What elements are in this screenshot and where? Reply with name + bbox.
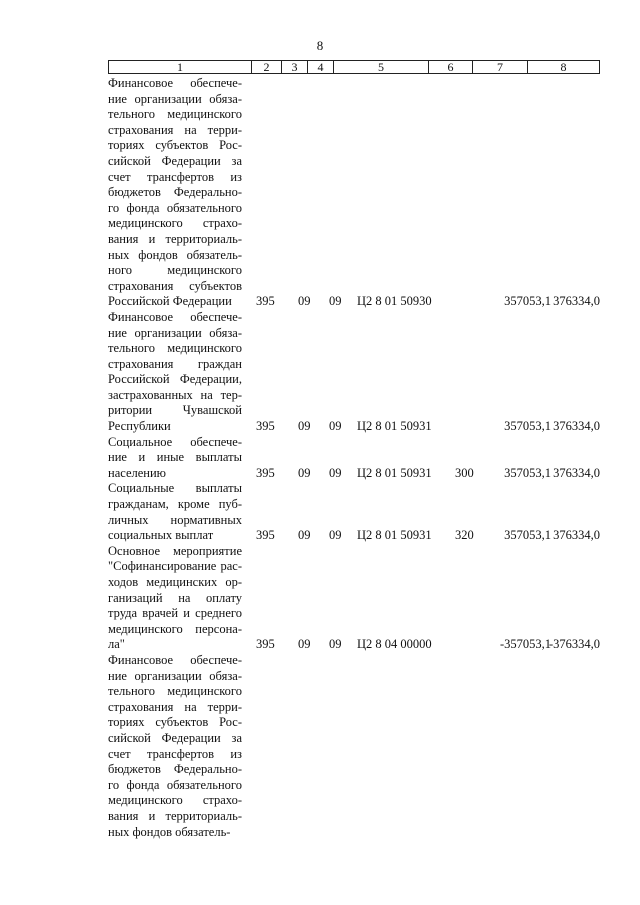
expense-type-cell: 300 — [455, 465, 474, 480]
row-description — [108, 435, 242, 482]
amount-year1-cell: 357053,1 — [504, 465, 551, 480]
description-line: тельного медицинского — [108, 341, 242, 356]
admin-code-cell: 395 — [256, 637, 275, 652]
description-line: тельного медицинского — [108, 107, 242, 122]
description-line: Республики — [108, 419, 171, 434]
description-line: вания и территориаль- — [108, 231, 242, 246]
description-line: Основное мероприятие — [108, 543, 242, 558]
description-line: тельного медицинского — [108, 684, 242, 699]
subsection-cell: 09 — [329, 419, 342, 434]
table-row — [0, 310, 640, 435]
description-line: Финансовое обеспече- — [108, 76, 242, 90]
description-line: ториях субъектов Рос- — [108, 138, 242, 153]
section-cell: 09 — [298, 528, 311, 543]
table-row — [0, 481, 640, 543]
description-line: ного медицинского — [108, 263, 242, 278]
header-col-5: 5 — [334, 61, 429, 73]
description-line: ганизаций на оплату — [108, 590, 242, 605]
header-col-4: 4 — [308, 61, 334, 73]
description-line: социальных выплат — [108, 528, 214, 543]
description-line: сийской Федерации за — [108, 153, 242, 168]
subsection-cell: 09 — [329, 528, 342, 543]
subsection-cell: 09 — [329, 294, 342, 309]
description-line: Российской Федерации — [108, 294, 232, 309]
row-description — [108, 481, 242, 543]
amount-year1-cell: 357053,1 — [504, 294, 551, 309]
subsection-cell: 09 — [329, 465, 342, 480]
description-line: ние организации обяза- — [108, 91, 242, 106]
amount-year2-cell: 376334,0 — [553, 294, 600, 309]
amount-year1-cell: 357053,1 — [504, 419, 551, 434]
description-line: Финансовое обеспече- — [108, 652, 242, 667]
description-line: ние и иные выплаты — [108, 450, 242, 465]
header-col-3: 3 — [282, 61, 308, 73]
amount-year1-cell: 357053,1 — [504, 528, 551, 543]
description-line: застрахованных на тер- — [108, 387, 242, 402]
description-line: ритории Чувашской — [108, 403, 242, 418]
description-line: ние организации обяза- — [108, 325, 242, 340]
target-article-cell: Ц2 8 01 50931 — [357, 465, 432, 480]
table-body — [0, 76, 640, 840]
admin-code-cell: 395 — [256, 528, 275, 543]
amount-year2-cell: 376334,0 — [553, 465, 600, 480]
description-line: Социальные выплаты — [108, 481, 242, 496]
description-line: населению — [108, 465, 166, 480]
description-line: страхования на терри- — [108, 699, 242, 714]
amount-year1-cell: -357053,1 — [499, 637, 551, 652]
description-line: счет трансфертов из — [108, 746, 242, 761]
description-line: вания и территориаль- — [108, 808, 242, 823]
expense-type-cell: 320 — [455, 528, 474, 543]
row-description — [108, 76, 242, 310]
description-line: ходов медицинских ор- — [108, 575, 242, 589]
section-cell: 09 — [298, 465, 311, 480]
description-line: счет трансфертов из — [108, 169, 242, 184]
description-line: ториях субъектов Рос- — [108, 715, 242, 730]
description-line: го фонда обязательного — [108, 777, 242, 792]
description-line: ных фондов обязатель- — [108, 247, 242, 262]
description-line: страхования на терри- — [108, 122, 242, 137]
description-line: личных нормативных — [108, 512, 242, 527]
header-col-7: 7 — [473, 61, 528, 73]
header-col-2: 2 — [252, 61, 282, 73]
amount-year2-cell: 376334,0 — [553, 419, 600, 434]
description-line: медицинского страхо- — [108, 793, 242, 808]
target-article-cell: Ц2 8 04 00000 — [357, 637, 432, 652]
description-line: страхования субъектов — [108, 278, 242, 293]
description-line: медицинского персона- — [108, 621, 242, 636]
header-col-8: 8 — [560, 60, 567, 74]
description-line: Российской Федерации, — [108, 372, 242, 387]
subsection-cell: 09 — [329, 637, 342, 652]
description-line: гражданам, кроме пуб- — [108, 497, 242, 512]
table-row — [0, 76, 640, 310]
description-line: го фонда обязательного — [108, 200, 242, 215]
table-row — [0, 544, 640, 653]
row-description — [108, 653, 242, 840]
row-description — [108, 310, 242, 435]
amount-year2-cell: 376334,0 — [553, 528, 600, 543]
header-col-1: 1 — [109, 61, 252, 73]
admin-code-cell: 395 — [256, 294, 275, 309]
description-line: Социальное обеспече- — [108, 434, 242, 449]
description-line: Финансовое обеспече- — [108, 309, 242, 324]
description-line: страхования граждан — [108, 356, 242, 371]
table-row — [0, 653, 640, 840]
admin-code-cell: 395 — [256, 465, 275, 480]
description-line: "Софинансирование рас- — [108, 559, 242, 574]
section-cell: 09 — [298, 294, 311, 309]
row-description — [108, 544, 242, 653]
section-cell: 09 — [298, 419, 311, 434]
description-line: бюджетов Федерально- — [108, 185, 242, 200]
target-article-cell: Ц2 8 01 50931 — [357, 419, 432, 434]
description-line: медицинского страхо- — [108, 216, 242, 231]
table-header — [108, 60, 600, 74]
description-line: сийской Федерации за — [108, 730, 242, 745]
description-line: бюджетов Федерально- — [108, 762, 242, 777]
amount-year2-cell: -376334,0 — [548, 637, 600, 652]
admin-code-cell: 395 — [256, 419, 275, 434]
target-article-cell: Ц2 8 01 50931 — [357, 528, 432, 543]
page-number: 8 — [316, 38, 324, 53]
target-article-cell: Ц2 8 01 50930 — [357, 294, 432, 309]
description-line: ла" — [108, 637, 125, 652]
section-cell: 09 — [298, 637, 311, 652]
description-line: труда врачей и среднего — [108, 606, 242, 621]
header-col-6: 6 — [429, 61, 473, 73]
table-row — [0, 435, 640, 482]
description-line: ных фондов обязатель- — [108, 824, 231, 839]
description-line: ние организации обяза- — [108, 668, 242, 683]
